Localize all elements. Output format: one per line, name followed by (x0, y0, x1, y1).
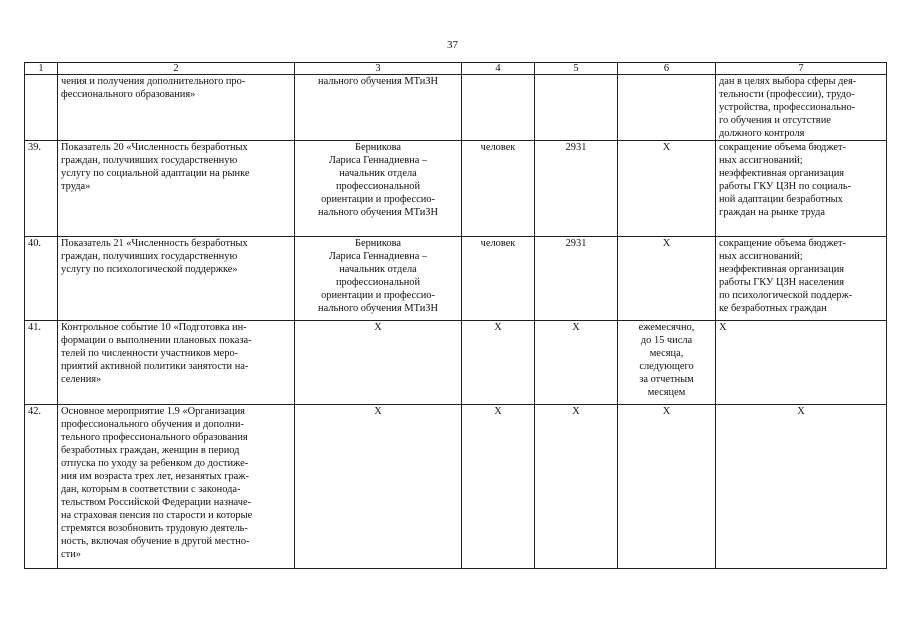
column-number: 3 (295, 63, 462, 75)
row-number (25, 75, 58, 141)
deadline: Х (618, 405, 716, 569)
value: Х (535, 321, 618, 405)
risk-description: дан в целях выбора сферы дея- тельности (профессии), трудо- устройства, профессионально- го обучения и отсутствие должного контроля (716, 75, 887, 141)
risk-description: Х (716, 405, 887, 569)
measure-name: Основное мероприятие 1.9 «Организация профессионального обучения и дополни- тельного профессионального образования безработных граждан, женщин в период отпуска по уходу за ребенком до достиже- ния им возраста трех лет, незанятых граж- дан, которым в соответствии с законода- тельством Российской Федерации назначе- на страховая пенсия по старости и которые стремятся возобновить трудовую деятель- ность, включая обучение в другой местно- сти» (58, 405, 295, 569)
table-row (25, 141, 887, 237)
responsible-person: Х (295, 321, 462, 405)
page-number: 37 (447, 39, 458, 51)
unit: Х (462, 405, 535, 569)
value: 2931 (535, 141, 618, 237)
risk-description: Х (716, 321, 887, 405)
risk-description: сокращение объема бюджет- ных ассигнований; неэффективная организация работы ГКУ ЦЗН по социаль- ной адаптации безработных граждан на рынке труда (716, 141, 887, 237)
column-number: 2 (58, 63, 295, 75)
table-row (25, 75, 887, 141)
unit: человек (462, 237, 535, 321)
column-number: 7 (716, 63, 887, 75)
measure-name: Показатель 20 «Численность безработных граждан, получивших государственную услугу по социальной адаптации на рынке труда» (58, 141, 295, 237)
unit: человек (462, 141, 535, 237)
value: 2931 (535, 237, 618, 321)
responsible-person: нального обучения МТиЗН (295, 75, 462, 141)
value: Х (535, 405, 618, 569)
responsible-person: Х (295, 405, 462, 569)
row-number: 39. (25, 141, 58, 237)
column-number: 4 (462, 63, 535, 75)
unit: Х (462, 321, 535, 405)
measure-name: Показатель 21 «Численность безработных граждан, получивших государственную услугу по психологической поддержке» (58, 237, 295, 321)
table-row (25, 405, 887, 569)
row-number: 41. (25, 321, 58, 405)
deadline: Х (618, 141, 716, 237)
measure-name: чения и получения дополнительного про- фессионального образования» (58, 75, 295, 141)
row-number: 42. (25, 405, 58, 569)
unit (462, 75, 535, 141)
value (535, 75, 618, 141)
column-number: 1 (25, 63, 58, 75)
table-row (25, 237, 887, 321)
deadline: ежемесячно, до 15 числа месяца, следующего за отчетным месяцем (618, 321, 716, 405)
column-number: 6 (618, 63, 716, 75)
row-number: 40. (25, 237, 58, 321)
table-row (25, 321, 887, 405)
column-number-row (25, 63, 887, 75)
deadline: Х (618, 237, 716, 321)
responsible-person: Берникова Лариса Геннадиевна – начальник отдела профессиональной ориентации и профессио- нального обучения МТиЗН (295, 237, 462, 321)
deadline (618, 75, 716, 141)
responsible-person: Берникова Лариса Геннадиевна – начальник отдела профессиональной ориентации и профессио- нального обучения МТиЗН (295, 141, 462, 237)
measures-table (24, 62, 887, 569)
measure-name: Контрольное событие 10 «Подготовка ин- формации о выполнении плановых показа- телей по численности участников меро- приятий активной политики занятости на- селения» (58, 321, 295, 405)
risk-description: сокращение объема бюджет- ных ассигнований; неэффективная организация работы ГКУ ЦЗН населения по психологической поддерж- ке безработных граждан (716, 237, 887, 321)
column-number: 5 (535, 63, 618, 75)
